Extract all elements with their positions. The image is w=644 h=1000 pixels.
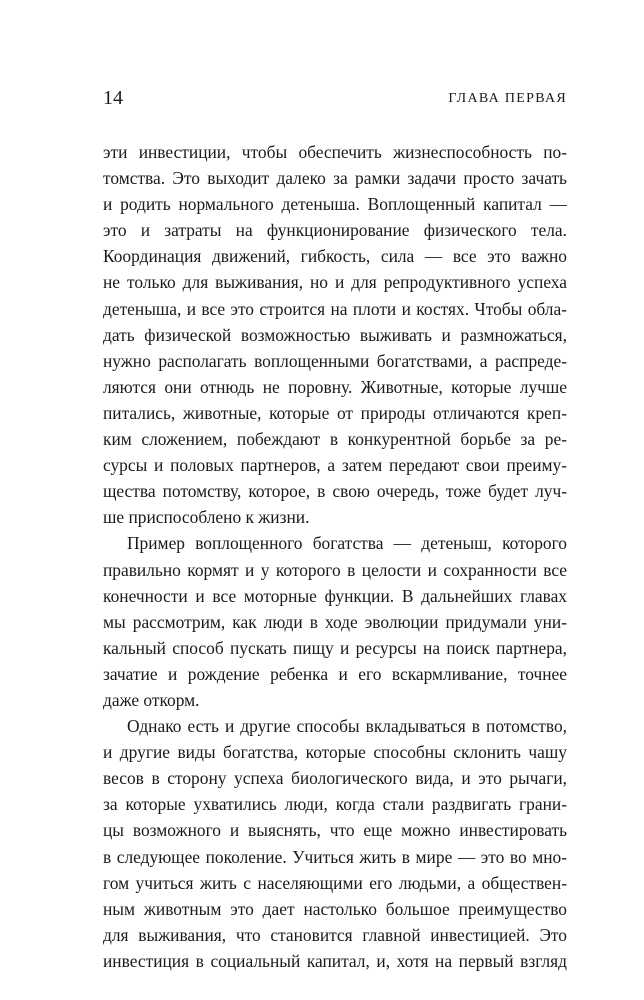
text-line: правильно кормят и у которого в целости и сохранности все (103, 559, 567, 580)
text-line: ким сложением, побеждают в конкурентной борьбе за ре- (103, 429, 567, 450)
text-line: мы рассмотрим, как люди в ходе эволюции придумали уни- (103, 611, 567, 632)
text-line: питались, животные, которые от природы отличаются креп- (103, 402, 567, 423)
text-line: нужно располагать воплощенными богатствами, а распреде- (103, 350, 567, 371)
text-line: дать физической возможностью выживать и размножаться, (103, 324, 567, 345)
text-line: Однако есть и другие способы вкладываться в потомство, (127, 716, 567, 737)
text-line: зачатие и рождение ребенка и его вскармливание, точнее (103, 663, 567, 684)
text-line: Пример воплощенного богатства — детеныш, которого (127, 533, 567, 554)
text-line: это и затраты на функционирование физического тела. (103, 220, 567, 241)
text-line: кальный способ пускать пищу и ресурсы на поиск партнера, (103, 637, 567, 658)
text-line: за которые ухватились люди, когда стали раздвигать грани- (103, 794, 567, 815)
text-line: для выживания, что становится главной инвестицией. Это (103, 924, 567, 945)
text-line: детеныша, и все это строится на плоти и костях. Чтобы обла- (103, 298, 567, 319)
text-line: сурсы и половых партнеров, а затем передают свои преиму- (103, 455, 567, 476)
text-line: даже откорм. (103, 689, 200, 710)
paragraph (103, 713, 567, 974)
running-header (103, 86, 567, 116)
text-line: не только для выживания, но и для репродуктивного успеха (103, 272, 567, 293)
body-text (103, 139, 567, 974)
text-line: конечности и все моторные функции. В дальнейших главах (103, 585, 567, 606)
text-line: инвестиция в социальный капитал, и, хотя на первый взгляд (103, 950, 567, 971)
text-line: эти инвестиции, чтобы обеспечить жизнеспособность по- (103, 142, 567, 162)
text-line: и другие виды богатства, которые способны склонить чашу (103, 742, 567, 763)
text-line: ляются они отнюдь не поровну. Животные, которые лучше (103, 376, 567, 397)
text-line: ше приспособлено к жизни. (103, 507, 310, 528)
paragraph (103, 139, 567, 530)
text-line: весов в сторону успеха биологического вида, и это рычаги, (103, 768, 567, 789)
text-line: Координация движений, гибкость, сила — все это важно (103, 246, 567, 267)
text-line: ным животным это дает настолько большое преимущество (103, 898, 567, 919)
text-line: щества потомству, которое, в свою очередь, тоже будет луч- (103, 481, 567, 502)
paragraph (103, 530, 567, 713)
text-line: в следующее поколение. Учиться жить в мире — это во мно- (103, 846, 567, 867)
page-number: 14 (103, 87, 123, 109)
text-line: гом учиться жить с населяющими его людьми, а обществен- (103, 872, 567, 893)
chapter-title: ГЛАВА ПЕРВАЯ (448, 91, 567, 106)
text-line: цы возможного и выяснять, что еще можно инвестировать (103, 820, 567, 841)
text-line: и родить нормального детеныша. Воплощенный капитал — (103, 194, 567, 215)
text-line: томства. Это выходит далеко за рамки задачи просто зачать (103, 168, 567, 189)
